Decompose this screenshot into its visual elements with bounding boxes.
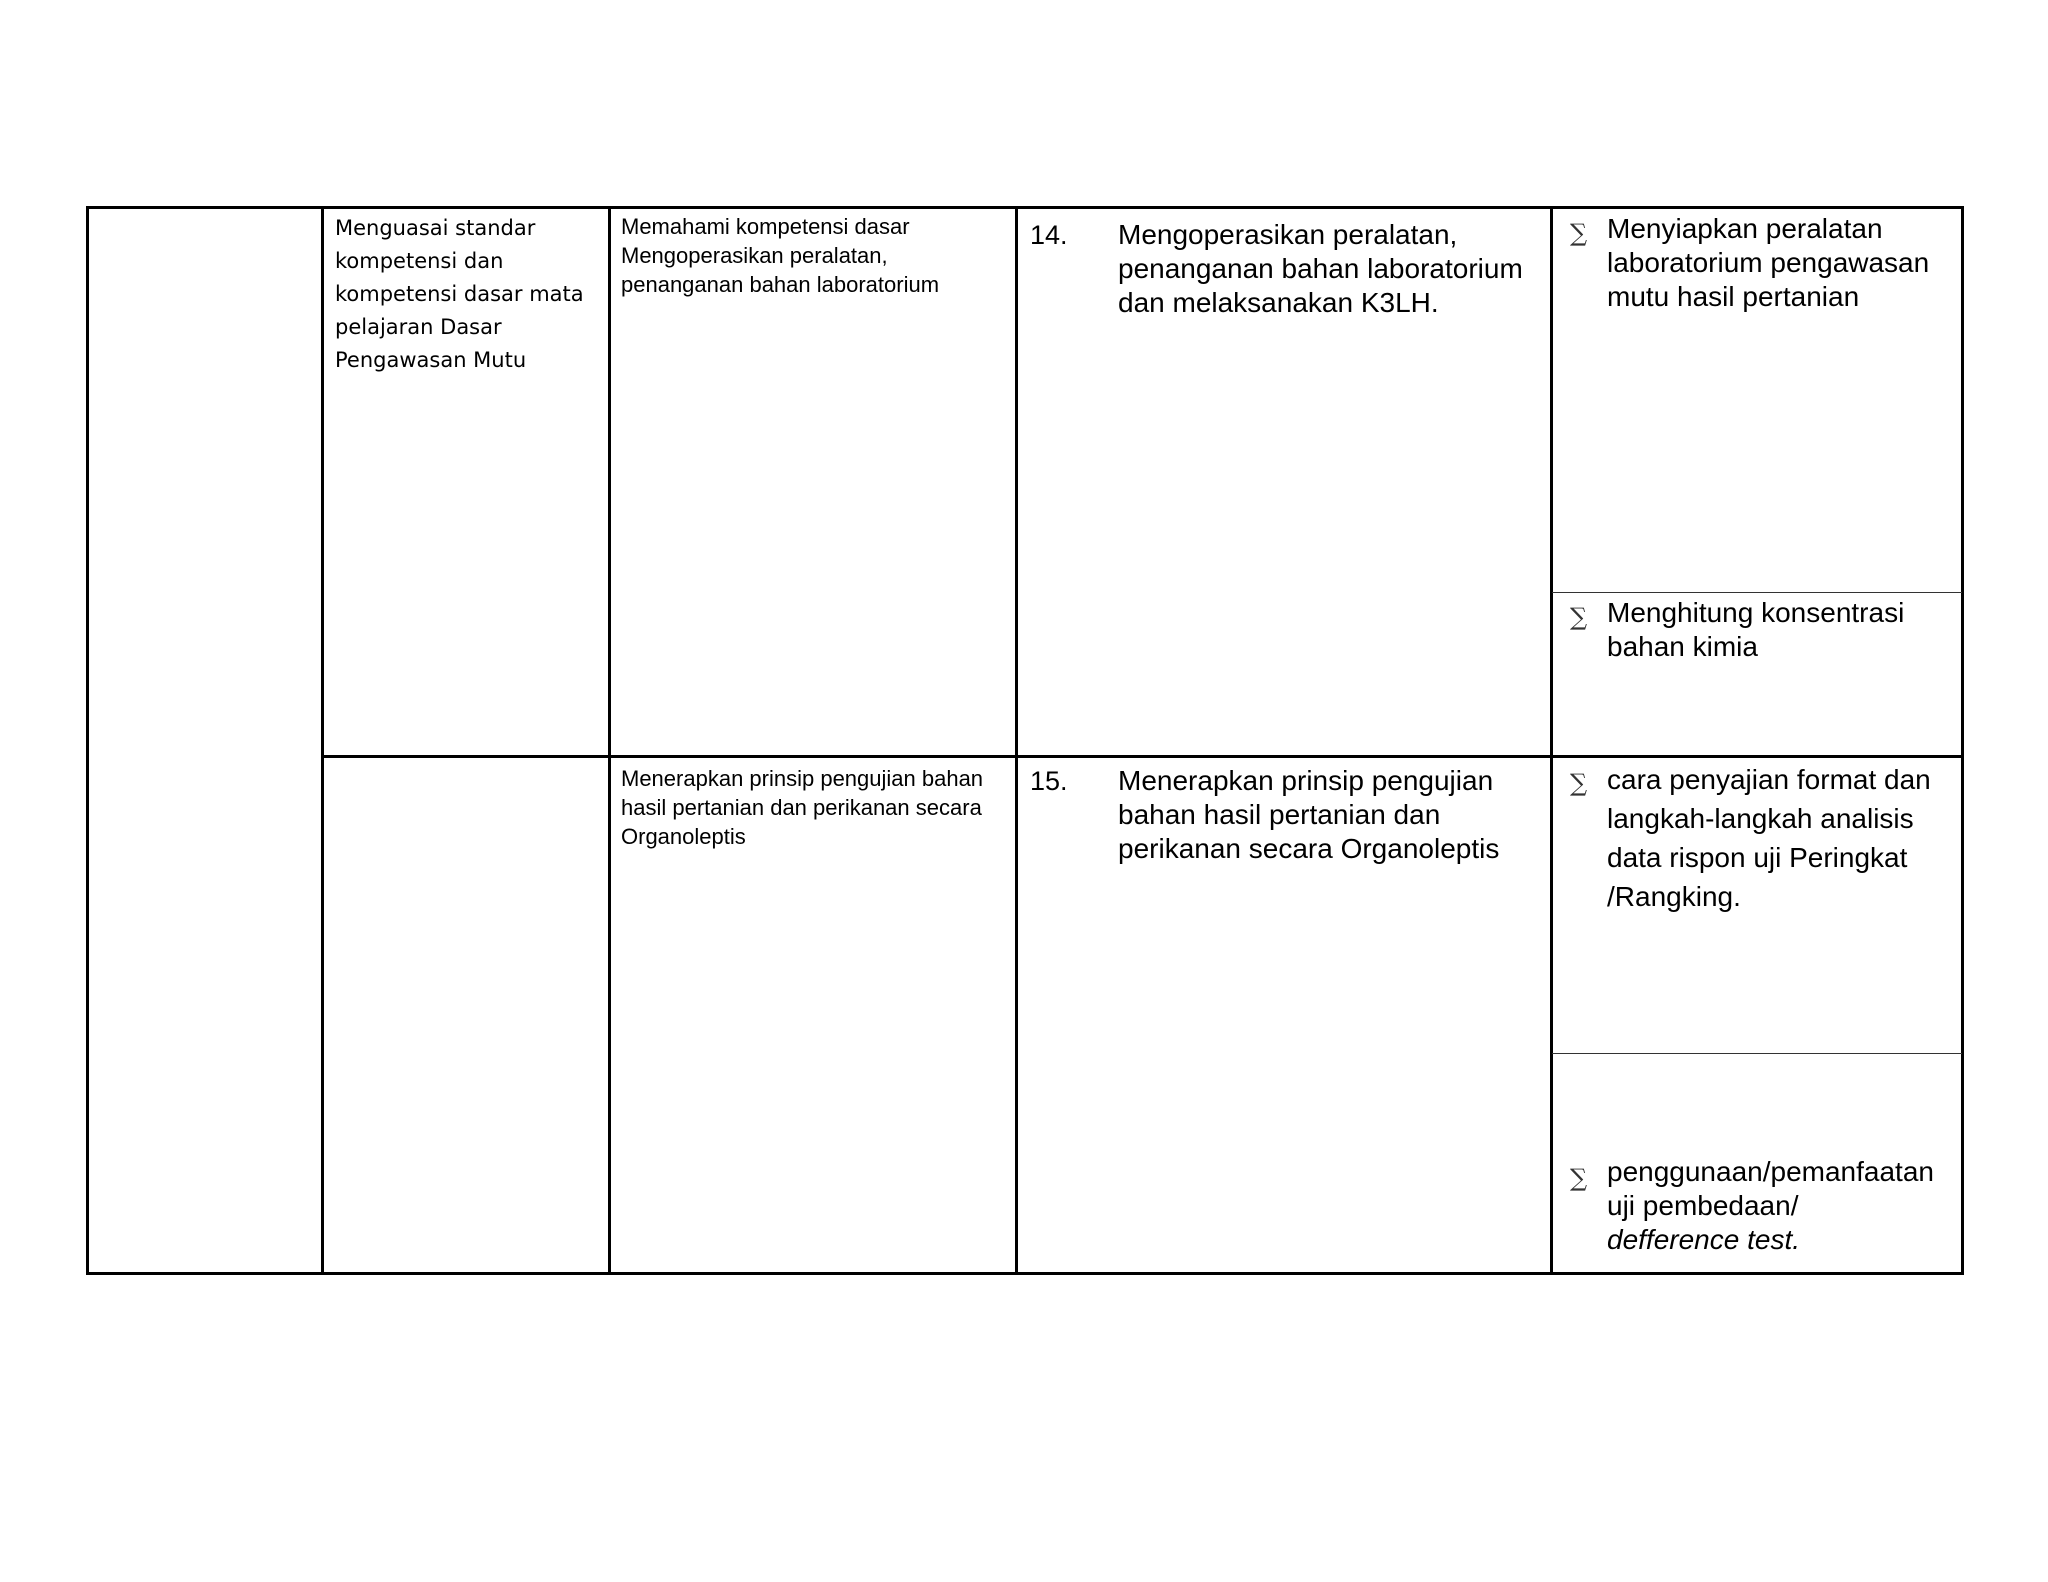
basic-competency-text: Menerapkan prinsip pengujian bahan hasil pertanian dan perikanan secara Organoleptis [621, 766, 984, 849]
material-item: Menghitung konsentrasi bahan kimia [1607, 597, 1905, 662]
item-number: 14. [1030, 220, 1068, 250]
basic-competency-text: Memahami kompetensi dasar Mengoperasikan peralatan, penanganan bahan laboratorium [621, 214, 940, 297]
row-divider [321, 755, 1964, 758]
column-divider-3 [1015, 206, 1018, 1275]
indicator-text: Mengoperasikan peralatan, penanganan bahan laboratorium dan melaksanakan K3LH. [1118, 219, 1523, 318]
material-item: Menyiapkan peralatan laboratorium pengawasan mutu hasil pertanian [1607, 213, 1930, 312]
indicator-text: Menerapkan prinsip pengujian bahan hasil pertanian dan perikanan secara Organoleptis [1118, 765, 1500, 864]
table-border-top [86, 206, 1964, 209]
sigma-icon: ∑ [1570, 219, 1588, 247]
sub-row-divider-1 [1552, 592, 1962, 593]
standard-competency-text: Menguasai standar kompetensi dan kompetensi dasar mata pelajaran Dasar Pengawasan Mutu [335, 216, 584, 372]
column-divider-4 [1550, 206, 1553, 1275]
table-border-left [86, 206, 89, 1275]
item-number: 15. [1030, 766, 1068, 796]
sub-row-divider-2 [1552, 1053, 1962, 1054]
column-divider-2 [608, 206, 611, 1275]
sigma-icon: ∑ [1570, 769, 1588, 797]
column-divider-1 [321, 206, 324, 1275]
material-item: cara penyajian format dan langkah-langkah analisis data rispon uji Peringkat /Rangking. [1607, 764, 1931, 912]
sigma-icon: ∑ [1570, 603, 1588, 631]
sigma-icon: ∑ [1570, 1164, 1588, 1192]
material-item-italic-text: defference test. [1607, 1224, 1801, 1255]
material-item-text: penggunaan/pemanfaatan uji pembedaan/ [1607, 1156, 1934, 1221]
material-item [1607, 1155, 1959, 1257]
table-border-right [1961, 206, 1964, 1275]
table-border-bottom [86, 1272, 1964, 1275]
